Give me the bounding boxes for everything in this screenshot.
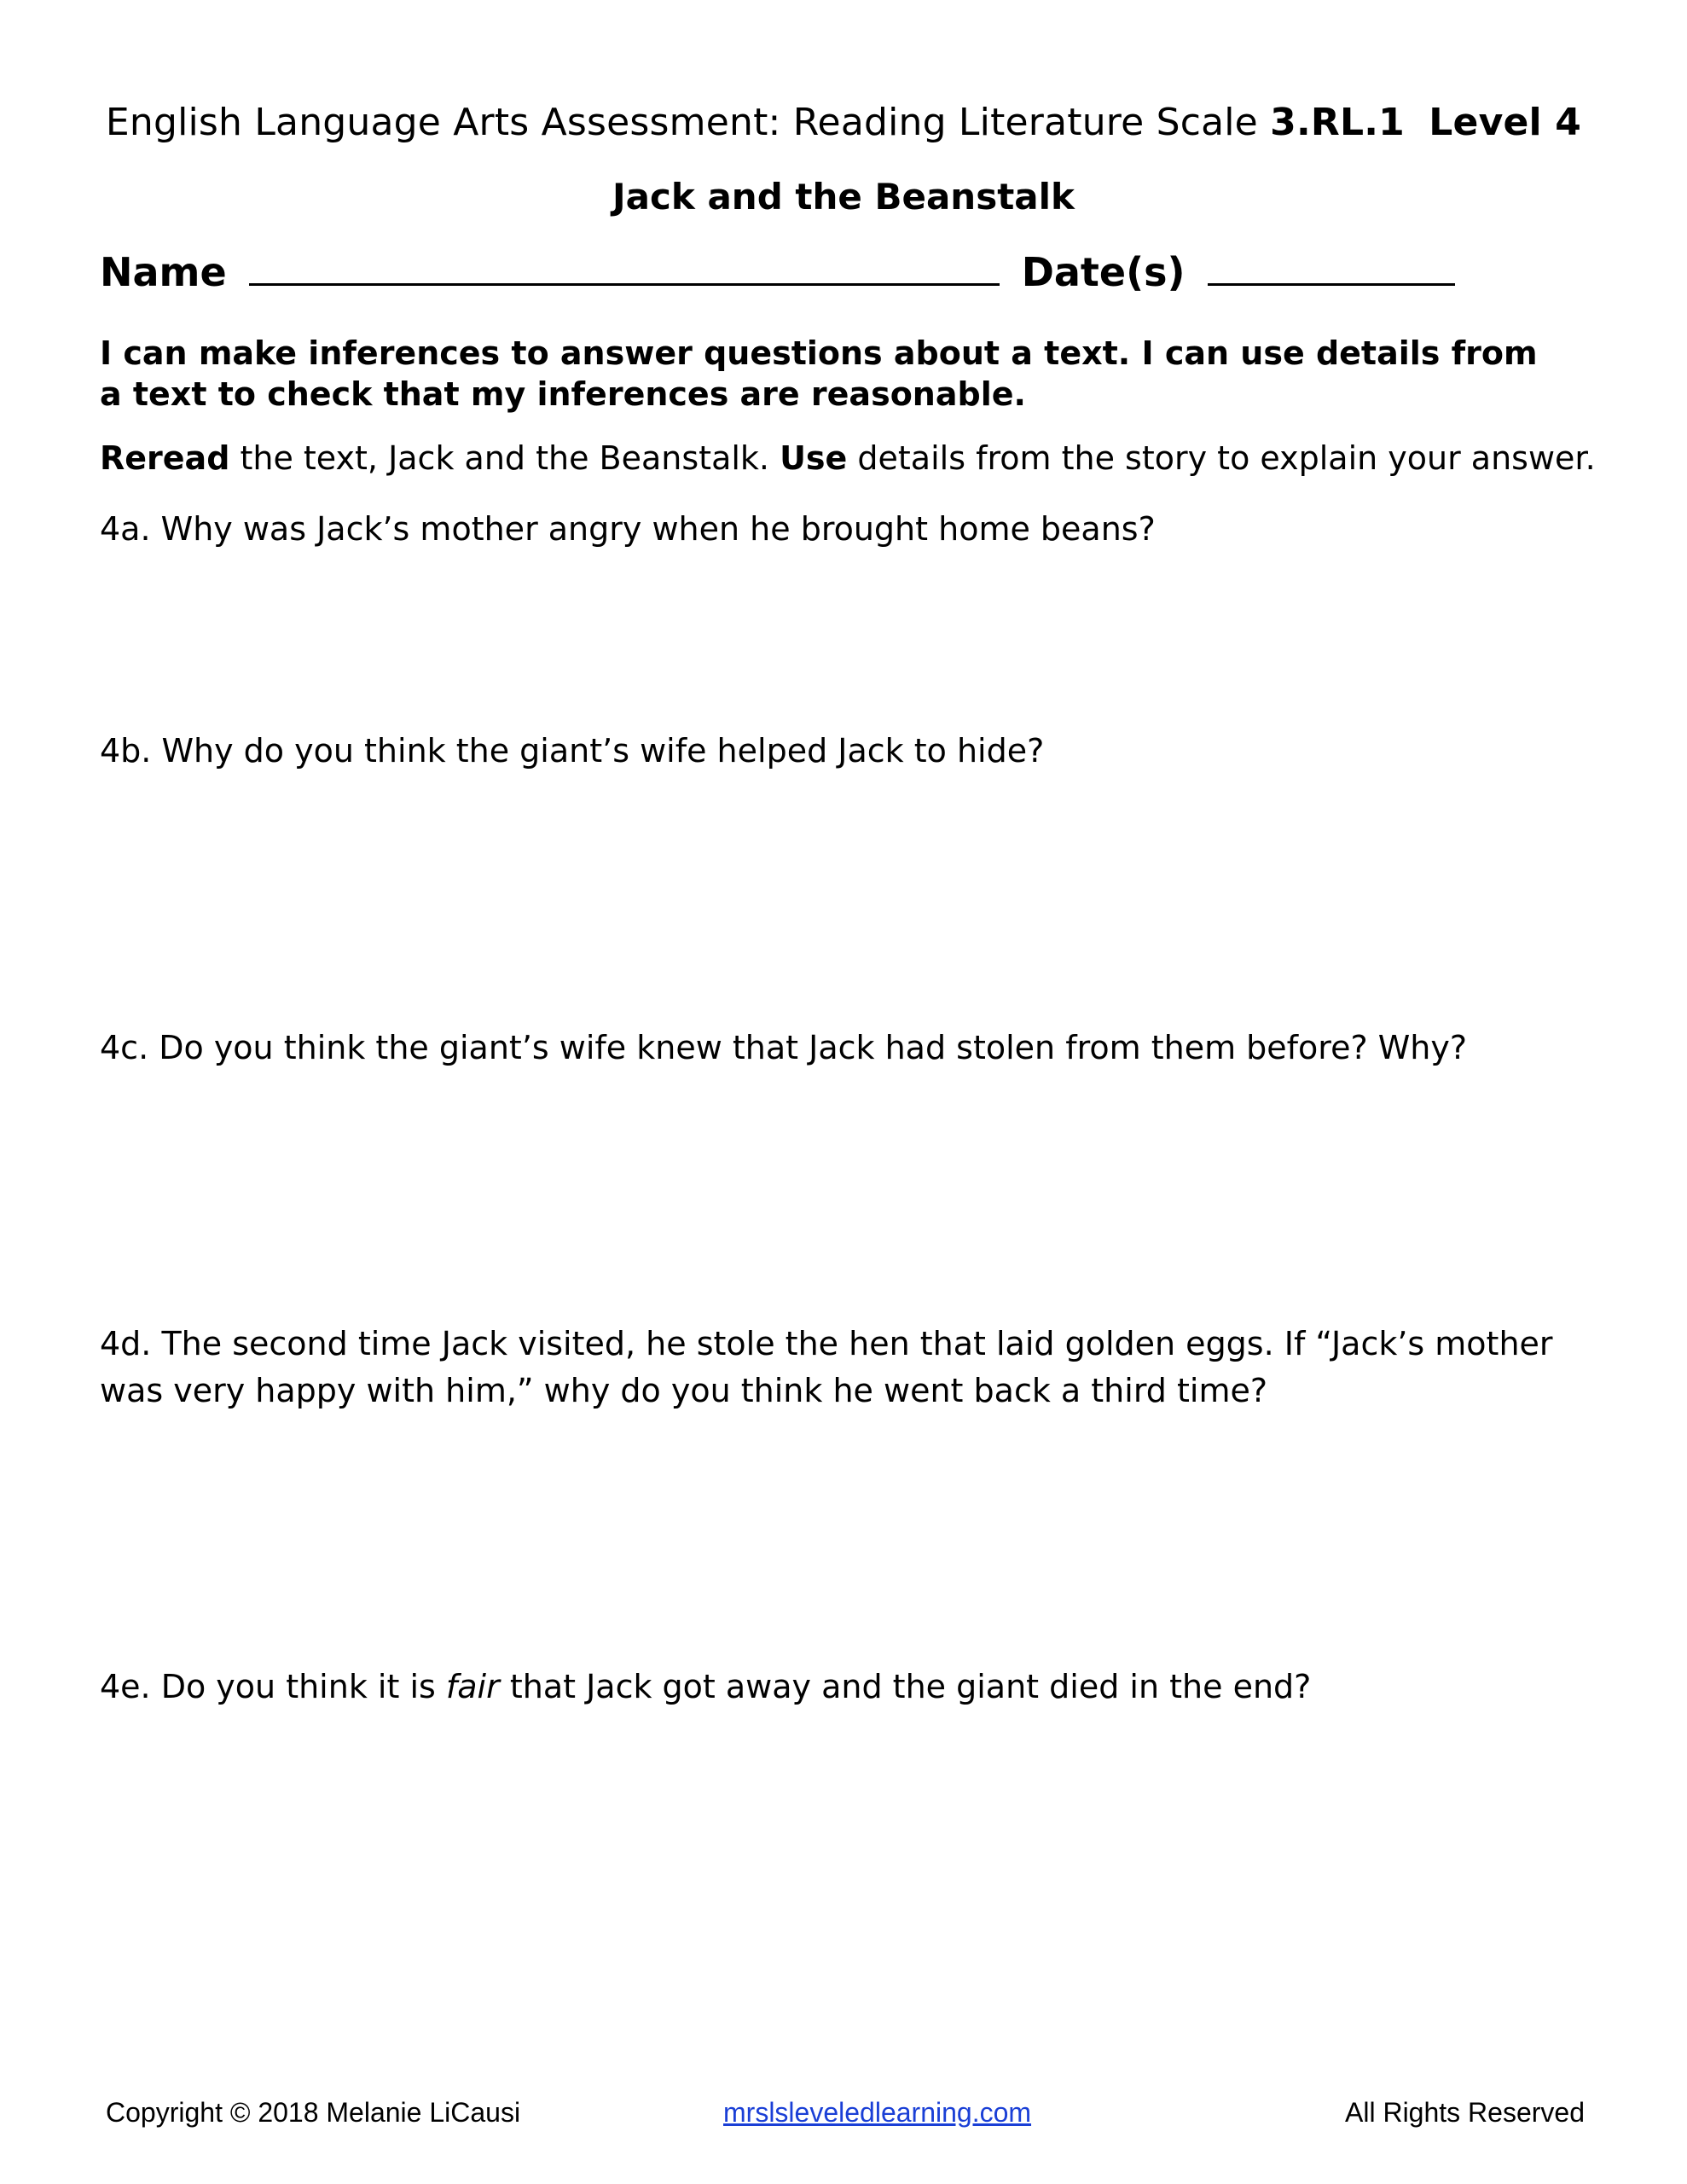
question-4e <box>100 1664 1601 1711</box>
assessment-header <box>0 101 1687 144</box>
question-4e-fair: fair <box>445 1668 500 1705</box>
name-date-row <box>100 249 1464 295</box>
name-label: Name <box>100 249 227 295</box>
footer-rights: All Rights Reserved <box>1345 2097 1585 2128</box>
name-field[interactable] <box>249 251 1000 286</box>
header-level: Level 4 <box>1429 101 1582 144</box>
question-4d: 4d. The second time Jack visited, he stole the hen that laid golden eggs. If “Jack’s mother was very happy with him,” why do you think he went back a third time? <box>100 1325 1553 1409</box>
learning-target: I can make inferences to answer questions about a text. I can use details from a text to check that my inferences are reasonable. <box>100 334 1538 413</box>
header-standard: 3.RL.1 <box>1270 101 1405 144</box>
date-label: Date(s) <box>1021 249 1186 295</box>
header-prefix: English Language Arts Assessment: Reading Literature Scale <box>105 101 1271 144</box>
question-4e-end: that Jack got away and the giant died in the end? <box>499 1668 1312 1705</box>
directions-text-2: details from the story to explain your answer. <box>847 439 1596 477</box>
footer-copyright: Copyright © 2018 Melanie LiCausi <box>106 2097 521 2128</box>
directions-reread: Reread <box>100 439 230 477</box>
directions <box>100 439 1635 477</box>
directions-use: Use <box>780 439 848 477</box>
footer-website-link[interactable]: mrslsleveledlearning.com <box>723 2097 1032 2128</box>
question-4a: 4a. Why was Jack’s mother angry when he brought home beans? <box>100 510 1156 548</box>
question-4e-start: 4e. Do you think it is <box>100 1668 446 1705</box>
directions-text-1: the text, Jack and the Beanstalk. <box>229 439 780 477</box>
question-4c: 4c. Do you think the giant’s wife knew that Jack had stolen from them before? Why? <box>100 1029 1468 1066</box>
worksheet-title: Jack and the Beanstalk <box>612 176 1075 218</box>
date-field[interactable] <box>1208 251 1455 286</box>
question-4b: 4b. Why do you think the giant’s wife helped Jack to hide? <box>100 732 1045 770</box>
